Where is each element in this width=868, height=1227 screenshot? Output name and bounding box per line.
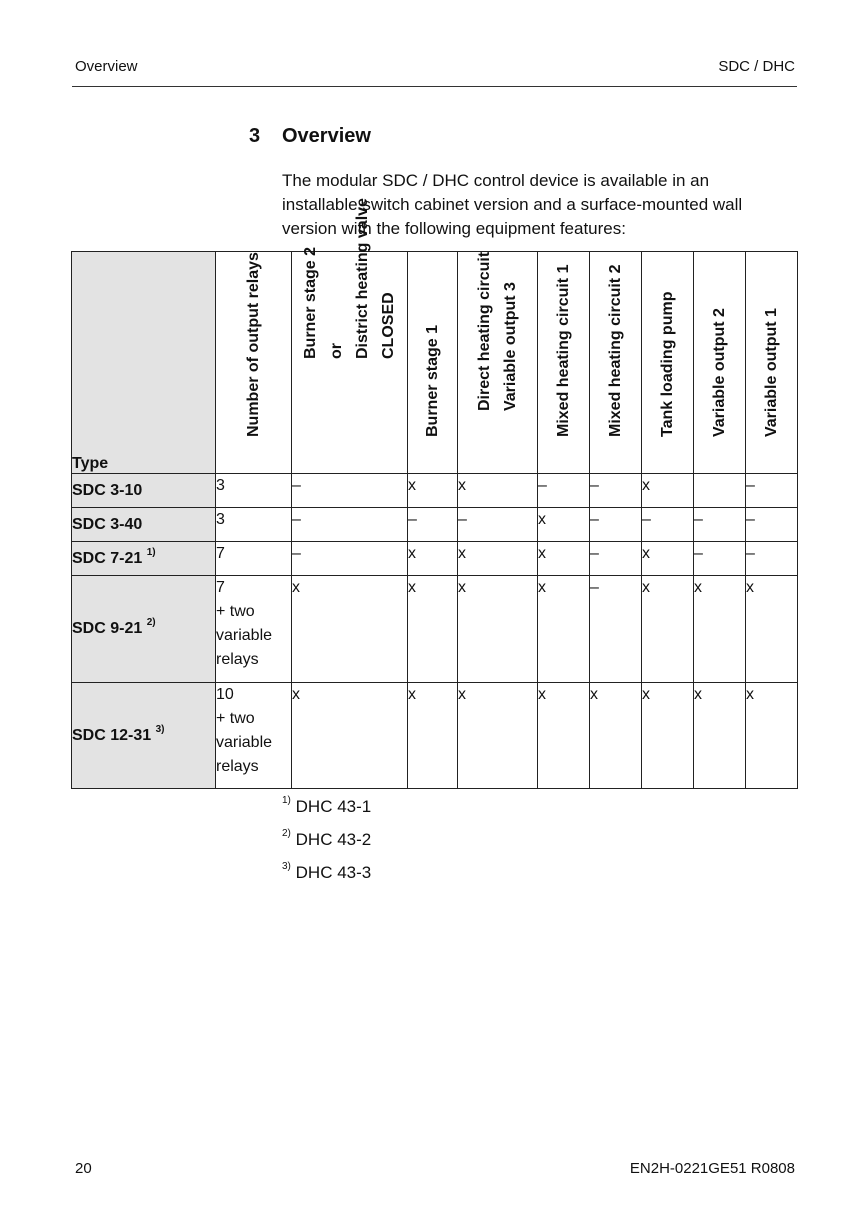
column-header-line: Variable output 1	[762, 308, 780, 437]
cell-value: 7	[216, 545, 225, 562]
running-header-section: Overview	[75, 58, 138, 75]
type-column-header: Type	[72, 252, 216, 474]
cell-value: x	[642, 477, 650, 494]
table-cell	[216, 542, 292, 576]
table-row	[72, 683, 798, 789]
cell-value: –	[458, 511, 467, 528]
cell-value: x	[694, 686, 702, 703]
row-type-label: SDC 12-31	[72, 726, 152, 744]
footnote	[282, 797, 371, 817]
row-type-label: SDC 3-10	[72, 481, 143, 499]
column-header-line: or	[327, 343, 345, 359]
cell-value: x	[746, 579, 754, 596]
table-cell	[458, 683, 538, 789]
column-header	[292, 198, 408, 474]
cell-value: –	[590, 545, 599, 562]
footnote-mark: 3)	[282, 861, 291, 872]
table-cell	[538, 576, 590, 683]
intro-paragraph: The modular SDC / DHC control device is available in an installable switch cabinet version and a surface-mounted wall version with the following equipment features:	[282, 171, 743, 238]
table-cell	[292, 474, 408, 508]
column-header-label	[655, 292, 681, 437]
column-header	[408, 252, 458, 474]
section-number: 3	[249, 125, 261, 147]
table-cell	[642, 474, 694, 508]
cell-value: x	[292, 686, 300, 703]
table-cell	[694, 474, 746, 508]
column-header-label	[759, 308, 785, 437]
cell-value: variable	[216, 734, 273, 751]
table-cell	[408, 542, 458, 576]
footnote-ref: 3)	[155, 723, 165, 735]
cell-value: –	[590, 511, 599, 528]
cell-value: x	[590, 686, 598, 703]
row-type-cell	[72, 508, 216, 542]
table-row	[72, 474, 798, 508]
cell-value: –	[746, 545, 755, 562]
table-cell	[746, 576, 798, 683]
column-header	[694, 252, 746, 474]
running-header-product: SDC / DHC	[718, 58, 795, 75]
row-type-cell	[72, 576, 216, 683]
footnote-ref: 2)	[146, 617, 156, 628]
row-type-cell	[72, 683, 216, 789]
table-cell	[216, 474, 292, 508]
table-cell	[590, 508, 642, 542]
cell-value: x	[538, 686, 546, 703]
column-header-line: Variable output 2	[710, 308, 728, 437]
footnote-text: DHC 43-1	[295, 797, 372, 816]
cell-value: x	[538, 579, 546, 596]
cell-value: x	[694, 579, 702, 596]
cell-value: –	[642, 511, 651, 528]
table-cell	[642, 542, 694, 576]
table-cell	[292, 542, 408, 576]
column-header-line: Burner stage 1	[423, 324, 441, 437]
column-header	[216, 252, 292, 474]
table-cell	[292, 683, 408, 789]
table-cell	[642, 683, 694, 789]
column-header	[538, 252, 590, 474]
cell-value: x	[458, 545, 466, 562]
cell-value: x	[746, 686, 754, 703]
column-header-label	[472, 252, 524, 411]
cell-value: –	[590, 579, 599, 596]
table-cell	[642, 508, 694, 542]
cell-value: –	[292, 511, 301, 528]
cell-value: –	[746, 511, 755, 528]
cell-value: x	[642, 686, 650, 703]
column-header-line: Number of output relays	[244, 252, 262, 437]
table-cell	[538, 542, 590, 576]
cell-value: –	[292, 545, 301, 562]
table-cell	[642, 576, 694, 683]
cell-value: relays	[216, 651, 259, 668]
column-header-label	[707, 308, 733, 437]
table-cell	[694, 683, 746, 789]
cell-value: x	[458, 686, 466, 703]
cell-value: –	[746, 477, 755, 494]
column-header-line: Burner stage 2	[301, 246, 319, 359]
footnote-mark: 1)	[282, 795, 291, 806]
cell-value: x	[642, 579, 650, 596]
cell-value: 3	[216, 511, 225, 528]
table-cell	[746, 683, 798, 789]
column-header	[590, 252, 642, 474]
column-header-line: Mixed heating circuit 2	[606, 264, 624, 437]
cell-value: x	[642, 545, 650, 562]
column-header	[746, 252, 798, 474]
footnote-ref: 1)	[146, 546, 156, 558]
table-cell	[538, 474, 590, 508]
table-cell	[408, 683, 458, 789]
table-row	[72, 576, 798, 683]
table-cell	[590, 576, 642, 683]
footnote	[282, 830, 371, 850]
table-header-row	[72, 252, 798, 474]
document-id: EN2H-0221GE51 R0808	[629, 1160, 795, 1177]
cell-value: + two	[216, 710, 255, 727]
cell-value: x	[408, 545, 416, 562]
cell-value: + two	[216, 603, 255, 620]
column-header-line: Direct heating circuit	[475, 251, 493, 411]
table-cell	[216, 576, 292, 683]
cell-value: x	[408, 686, 416, 703]
table-cell	[746, 508, 798, 542]
cell-value: variable	[216, 627, 273, 644]
table-cell	[458, 474, 538, 508]
cell-value: x	[458, 477, 466, 494]
column-header-label	[241, 252, 267, 437]
cell-value: relays	[216, 758, 259, 775]
column-header-label	[603, 265, 629, 437]
table-cell	[538, 683, 590, 789]
table-row	[72, 542, 798, 576]
cell-value: x	[538, 545, 546, 562]
table-cell	[590, 474, 642, 508]
table-cell	[216, 508, 292, 542]
cell-value: x	[458, 579, 466, 596]
column-header-line: Mixed heating circuit 1	[554, 264, 572, 437]
table-cell	[538, 508, 590, 542]
table-cell	[694, 576, 746, 683]
table-cell	[408, 508, 458, 542]
table-cell	[694, 508, 746, 542]
cell-value: 7	[216, 579, 225, 596]
cell-value: –	[694, 511, 703, 528]
cell-value: –	[538, 477, 547, 494]
table-cell	[590, 542, 642, 576]
table-cell	[292, 576, 408, 683]
row-type-cell	[72, 542, 216, 576]
column-header	[458, 252, 538, 474]
table-cell	[458, 508, 538, 542]
row-type-label: SDC 7-21	[72, 549, 143, 567]
footnote-text: DHC 43-2	[295, 830, 372, 849]
table-cell	[746, 474, 798, 508]
page-number: 20	[75, 1160, 92, 1177]
column-header-line: Tank loading pump	[658, 291, 676, 437]
row-type-label: SDC 3-40	[72, 515, 143, 533]
table-cell	[694, 542, 746, 576]
cell-value: x	[292, 579, 300, 596]
row-type-label: SDC 9-21	[72, 620, 143, 637]
table-cell	[458, 542, 538, 576]
footnote	[282, 863, 371, 883]
column-header-line: Variable output 3	[501, 282, 519, 411]
header-divider	[72, 86, 797, 87]
column-header-label	[551, 265, 577, 437]
table-cell	[292, 508, 408, 542]
column-header	[642, 252, 694, 474]
table-cell	[590, 683, 642, 789]
cell-value: –	[694, 545, 703, 562]
table-row	[72, 508, 798, 542]
row-type-cell	[72, 474, 216, 508]
section-title: Overview	[282, 125, 371, 147]
table-cell	[746, 542, 798, 576]
cell-value: 10	[216, 686, 234, 703]
cell-value: 3	[216, 477, 225, 494]
cell-value: –	[408, 511, 417, 528]
column-header-line: District heating valve	[353, 198, 371, 359]
cell-value: x	[408, 477, 416, 494]
column-header-label	[420, 325, 446, 437]
column-header-line: CLOSED	[379, 292, 397, 359]
cell-value: x	[408, 579, 416, 596]
cell-value: x	[538, 511, 546, 528]
table-cell	[408, 474, 458, 508]
column-header-label	[298, 198, 402, 359]
table-cell	[458, 576, 538, 683]
cell-value: –	[590, 477, 599, 494]
footnote-mark: 2)	[282, 828, 291, 839]
table-cell	[408, 576, 458, 683]
cell-value: –	[292, 477, 301, 494]
table-cell	[216, 683, 292, 789]
footnote-text: DHC 43-3	[295, 863, 372, 882]
